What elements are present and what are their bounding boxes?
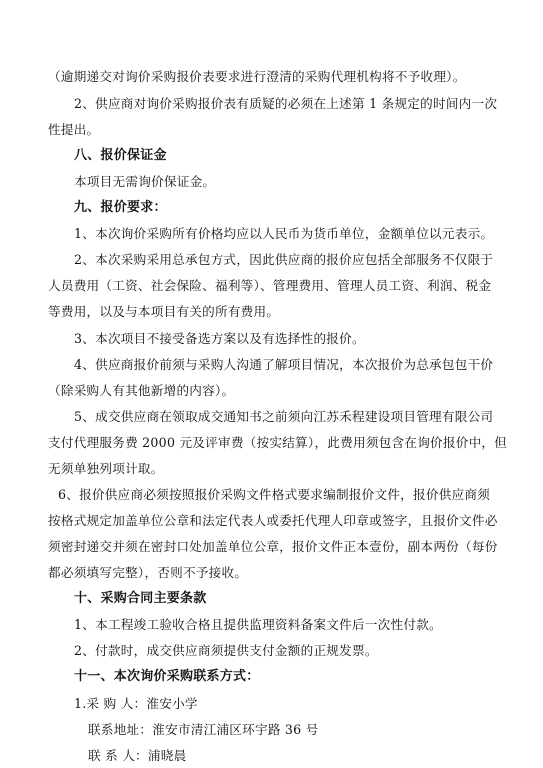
- contact-person: 联 系 人：浦晓晨: [88, 748, 187, 763]
- paragraph-line: 须密封递交并须在密封口处加盖单位公章，报价文件正本壹份，副本两份（每份: [48, 539, 498, 554]
- paragraph-line: （除采购人有其他新增的内容）。: [48, 383, 235, 398]
- paragraph-line: 支付代理服务费 2000 元及评审费（按实结算），此费用须包含在询价报价中，但: [48, 435, 508, 450]
- paragraph-line: 5、成交供应商在领取成交通知书之前须向江苏禾程建设项目管理有限公司: [74, 409, 494, 424]
- paragraph-line: 等费用，以及与本项目有关的所有费用。: [48, 304, 280, 319]
- paragraph-line: 6、报价供应商必须按照报价采购文件格式要求编制报价文件，报价供应商须: [58, 487, 491, 502]
- paragraph-line: 本项目无需询价保证金。: [74, 174, 216, 189]
- paragraph-line: 2、付款时，成交供应商须提供支付金额的正规发票。: [74, 643, 378, 658]
- paragraph-line: 4、供应商报价前须与采购人沟通了解项目情况，本次报价为总承包包干价: [74, 357, 494, 372]
- section-heading-8: 八、报价保证金: [74, 148, 167, 163]
- paragraph-line: 3、本次项目不接受备选方案以及有选择性的报价。: [74, 331, 365, 346]
- paragraph-line: 都必须填写完整），否则不予接收。: [48, 565, 248, 580]
- paragraph-line: 2、本次采购采用总承包方式，因此供应商的报价应包括全部服务不仅限于: [74, 252, 494, 267]
- paragraph-line: 性提出。: [48, 122, 100, 137]
- section-heading-10: 十、采购合同主要条款: [74, 591, 207, 606]
- paragraph-line: 按格式规定加盖单位公章和法定代表人或委托代理人印章或签字，且报价文件必: [48, 513, 498, 528]
- paragraph-line: 人员费用（工资、社会保险、福利等）、管理费用、管理人员工资、利润、税金: [48, 278, 492, 293]
- contact-address: 联系地址：淮安市清江浦区环宇路 36 号: [88, 722, 319, 737]
- paragraph-line: 无须单独列项计取。: [48, 461, 164, 476]
- contact-purchaser: 1.采 购 人：淮安小学: [74, 696, 198, 711]
- section-heading-9: 九、报价要求：: [74, 200, 167, 215]
- paragraph-line: 2、供应商对询价采购报价表有质疑的必须在上述第 1 条规定的时间内一次: [74, 96, 498, 111]
- paragraph-line: （逾期递交对询价采购报价表要求进行澄清的采购代理机构将不予收理）。: [48, 69, 466, 84]
- paragraph-line: 1、本工程竣工验收合格且提供监理资料备案文件后一次性付款。: [74, 617, 442, 632]
- section-heading-11: 十一、本次询价采购联系方式：: [74, 669, 260, 684]
- paragraph-line: 1、本次询价采购所有价格均应以人民币为货币单位，金额单位以元表示。: [74, 226, 494, 241]
